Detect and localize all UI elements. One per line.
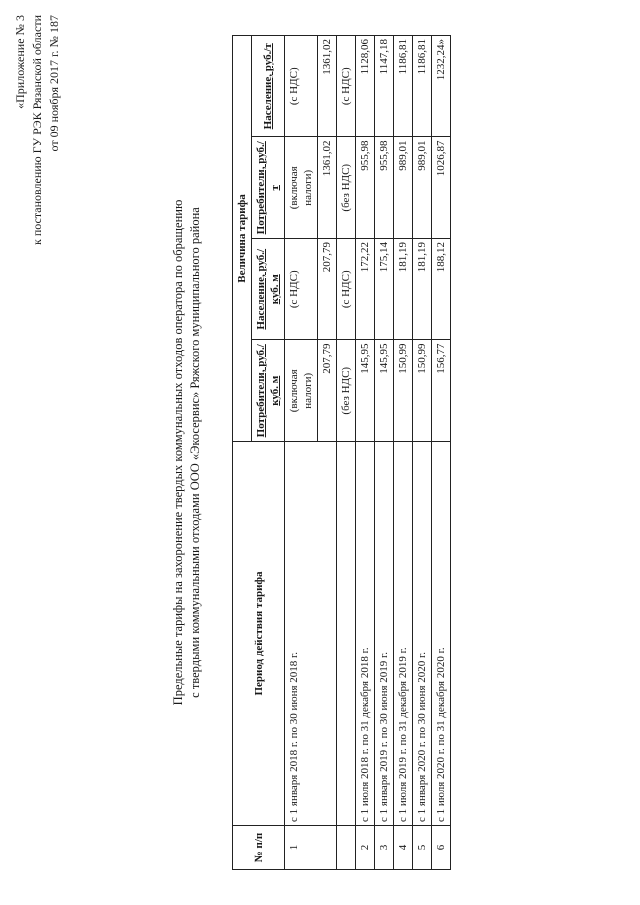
- cell-value: 188,12: [432, 239, 451, 341]
- note-line: (включая: [288, 369, 300, 413]
- note-line: налоги): [302, 169, 314, 206]
- cell-value: 1026,87: [432, 137, 451, 239]
- document-title: [170, 30, 204, 875]
- tariff-table: [232, 35, 451, 870]
- cell-empty: [337, 826, 356, 870]
- row-period: с 1 июля 2020 г. по 31 декабря 2020 г.: [432, 442, 451, 826]
- note-line: (с НДС): [288, 270, 300, 309]
- header-num: № п/п: [233, 826, 285, 870]
- cell-value: 181,19: [413, 239, 432, 341]
- row-num: 4: [394, 826, 413, 870]
- cell-value: 1186,81: [413, 36, 432, 138]
- row-note-population-m3: [285, 239, 318, 341]
- appendix-header: [12, 15, 63, 305]
- table-row: [337, 36, 356, 870]
- row-num: 2: [356, 826, 375, 870]
- header-population-m3: Население, руб./куб. м: [252, 239, 285, 341]
- cell-value: 156,77: [432, 340, 451, 442]
- row-num: 5: [413, 826, 432, 870]
- row-period: с 1 января 2018 г. по 30 июня 2018 г.: [285, 442, 337, 826]
- cell-value: 1361,02: [318, 36, 337, 138]
- cell-value: 181,19: [394, 239, 413, 341]
- cell-vat-note: (без НДС): [337, 340, 356, 442]
- cell-value: 145,95: [356, 340, 375, 442]
- table-row: [356, 36, 375, 870]
- cell-value: 1361,02: [318, 137, 337, 239]
- cell-value: 989,01: [394, 137, 413, 239]
- row-num: 1: [285, 826, 337, 870]
- cell-value: 207,79: [318, 239, 337, 341]
- appendix-line-1: «Приложение № 3: [13, 15, 27, 109]
- cell-value: 955,98: [375, 137, 394, 239]
- row-period: с 1 июля 2018 г. по 31 декабря 2018 г.: [356, 442, 375, 826]
- cell-value: 955,98: [356, 137, 375, 239]
- header-tariff-value: Величина тарифа: [233, 36, 252, 442]
- cell-value: 145,95: [375, 340, 394, 442]
- cell-vat-note: (с НДС): [337, 36, 356, 138]
- cell-vat-note: (без НДС): [337, 137, 356, 239]
- row-note-consumers-t: [285, 137, 318, 239]
- row-note-population-t: [285, 36, 318, 138]
- row-period: с 1 января 2019 г. по 30 июня 2019 г.: [375, 442, 394, 826]
- table-row: [413, 36, 432, 870]
- note-line: налоги): [302, 372, 314, 409]
- cell-value: 150,99: [394, 340, 413, 442]
- row-period: с 1 июля 2019 г. по 31 декабря 2019 г.: [394, 442, 413, 826]
- cell-value: 1186,81: [394, 36, 413, 138]
- cell-empty: [337, 442, 356, 826]
- header-consumers-t: Потребители, руб./т: [252, 137, 285, 239]
- row-note-consumers-m3: [285, 340, 318, 442]
- note-line: (с НДС): [288, 67, 300, 106]
- cell-value: 1232,24»: [432, 36, 451, 138]
- cell-vat-note: (с НДС): [337, 239, 356, 341]
- header-period: Период действия тарифа: [233, 442, 285, 826]
- header-consumers-m3: Потребители, руб./куб. м: [252, 340, 285, 442]
- table-row: [375, 36, 394, 870]
- row-period: с 1 января 2020 г. по 30 июня 2020 г.: [413, 442, 432, 826]
- title-line-2: с твердыми коммунальными отходами ООО «Экосервис» Ряжского муниципального района: [188, 207, 202, 698]
- cell-value: 150,99: [413, 340, 432, 442]
- cell-value: 1147,18: [375, 36, 394, 138]
- header-population-t: Население, руб./т: [252, 36, 285, 138]
- cell-value: 175,14: [375, 239, 394, 341]
- cell-value: 1128,06: [356, 36, 375, 138]
- cell-value: 207,79: [318, 340, 337, 442]
- appendix-line-3: от 09 ноября 2017 г. № 187: [47, 15, 61, 152]
- note-line: (включая: [288, 166, 300, 210]
- table-row: [432, 36, 451, 870]
- title-line-1: Предельные тарифы на захоронение твердых коммунальных отходов оператора по обращению: [171, 199, 185, 706]
- cell-value: 989,01: [413, 137, 432, 239]
- table-row: [285, 36, 318, 870]
- row-num: 6: [432, 826, 451, 870]
- cell-value: 172,22: [356, 239, 375, 341]
- table-row: [394, 36, 413, 870]
- row-num: 3: [375, 826, 394, 870]
- appendix-line-2: к постановлению ГУ РЭК Рязанской области: [30, 15, 44, 245]
